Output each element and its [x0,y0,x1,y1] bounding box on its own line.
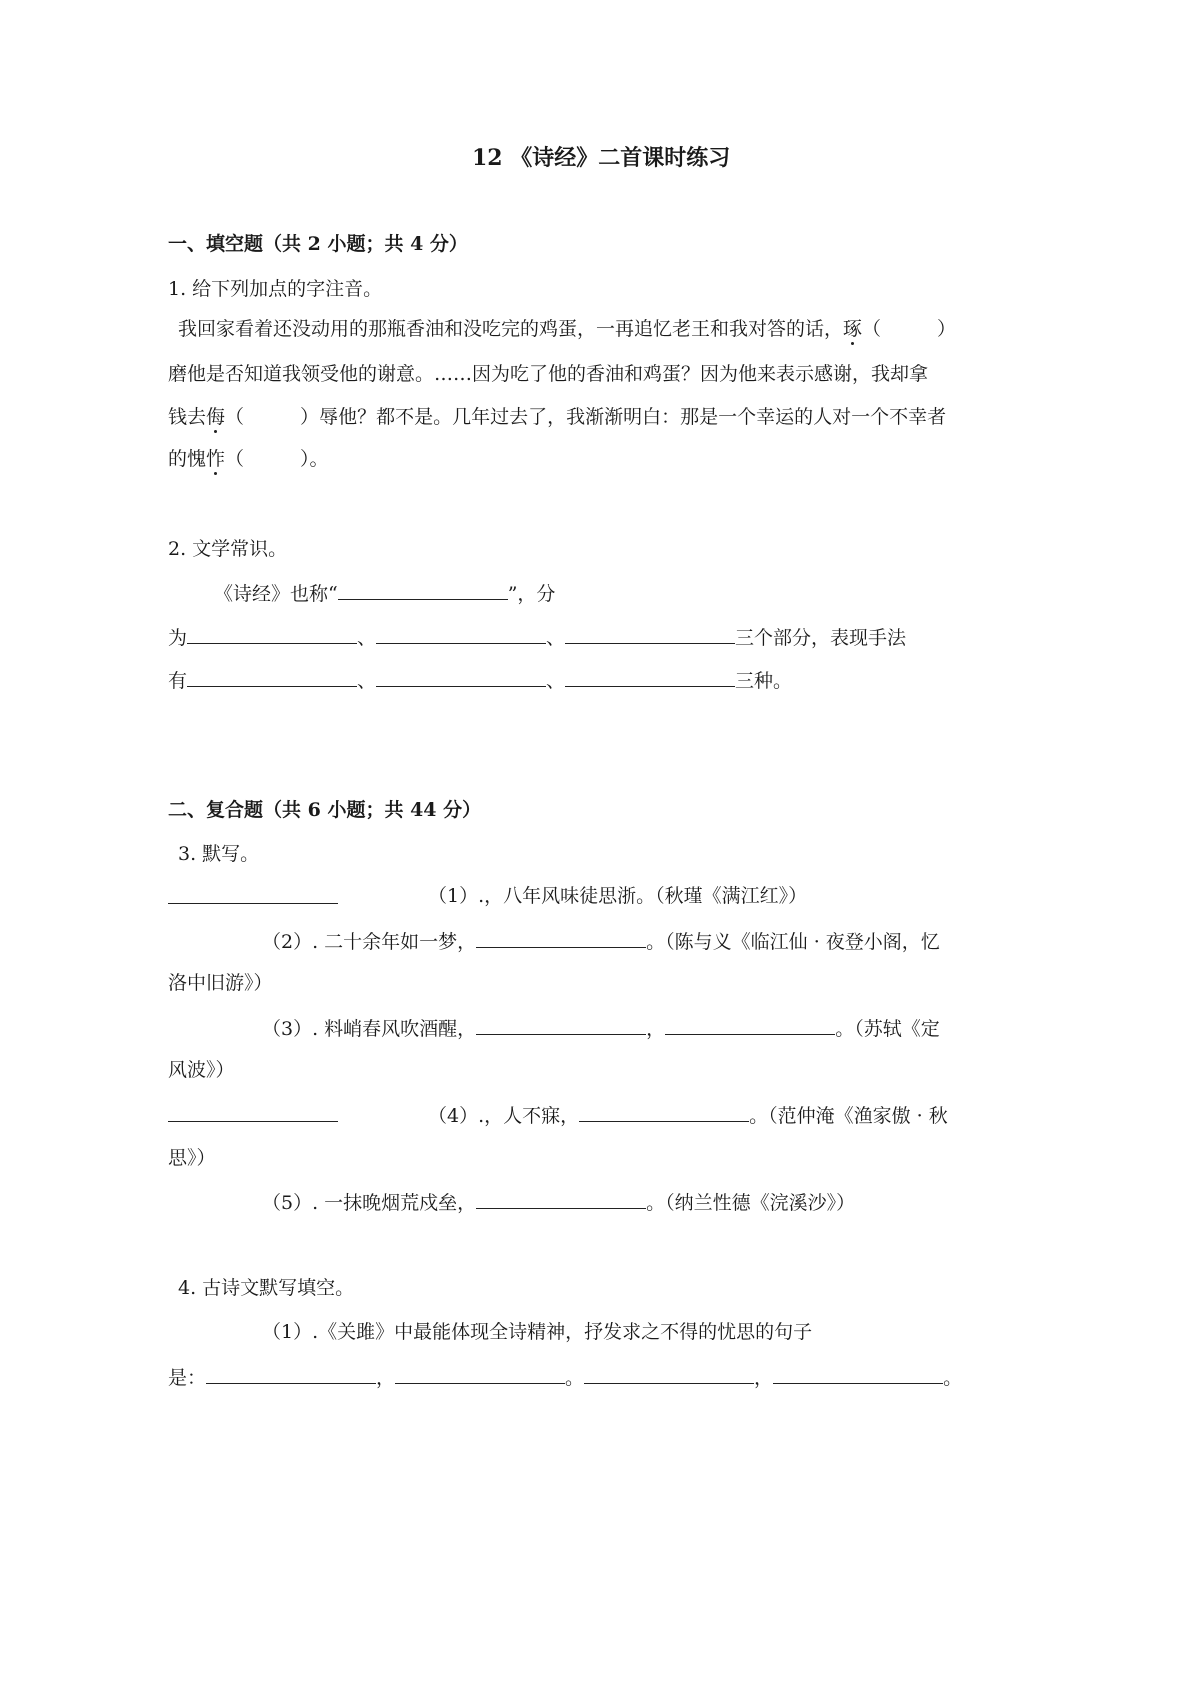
paren-close: ） [300,406,320,428]
question-4-item-1: （1）.《关雎》中最能体现全诗精神，抒发求之不得的忧思的句子 [262,1321,813,1343]
text: 。（陈与义《临江仙 · 夜登小阁，忆 [646,931,940,953]
question-2-line-1 [214,583,555,604]
question-2-line-3 [168,670,792,691]
separator: 。 [943,1367,963,1389]
text: 。（苏轼《定 [835,1018,940,1040]
passage-text: 辱他？都不是。几年过去了，我渐渐明白：那是一个幸运的人对一个不幸者 [319,406,947,428]
section-heading-composite: 二、复合题（共 6 小题；共 44 分） [168,799,482,821]
paren-close: ） [937,318,957,340]
section-heading-fill-in: 一、填空题（共 2 小题；共 4 分） [168,233,468,255]
question-1-line-4 [168,450,329,469]
question-1-line-3 [168,408,946,427]
dotted-char-zuo: 怍 [206,448,226,470]
passage-text: 钱去 [168,406,207,428]
separator: 、 [546,670,566,692]
paren-close: ）。 [300,448,329,470]
paren-open: （ [225,406,245,428]
separator: 、 [546,627,566,649]
separator: 。 [565,1367,585,1389]
text: 有 [168,670,188,692]
text: 为 [168,627,188,649]
text: 三个部分，表现手法 [735,627,907,649]
question-1-stem: 1. 给下列加点的字注音。 [168,278,383,300]
answer-blank[interactable] [168,1105,338,1122]
answer-blank[interactable] [187,627,357,644]
paren-open: （ [225,448,245,470]
answer-blank[interactable] [206,1367,376,1384]
separator: ， [376,1367,396,1389]
answer-blank[interactable] [476,1192,646,1209]
answer-blank[interactable] [187,670,357,687]
question-3-item-3-cont: 风波》） [168,1059,235,1081]
question-2-stem: 2. 文学常识。 [168,538,288,560]
text: 《诗经》也称“ [214,583,338,605]
separator: ， [754,1367,774,1389]
answer-blank[interactable] [565,670,735,687]
passage-text: 的愧 [168,448,207,470]
answer-blank[interactable] [773,1367,943,1384]
text: （2）. 二十余年如一梦， [262,931,477,953]
question-3-item-3 [262,1018,940,1039]
answer-blank[interactable] [376,627,546,644]
passage-text: 我回家看着还没动用的那瓶香油和没吃完的鸡蛋，一再追忆老王和我对答的话， [178,318,844,340]
question-3-item-2 [262,931,940,952]
answer-blank[interactable] [376,670,546,687]
question-3-stem: 3. 默写。 [178,843,260,865]
paren-open: （ [862,318,882,340]
answer-blank[interactable] [338,583,508,600]
dotted-char-wu: 侮 [206,406,226,428]
page-title: 12 《诗经》二首课时练习 [472,145,731,171]
text: （4）.，人不寐， [428,1105,580,1127]
question-1-line-2: 磨他是否知道我领受他的谢意。……因为吃了他的香油和鸡蛋？因为他来表示感谢，我却拿 [168,363,929,385]
separator: 、 [357,670,377,692]
answer-blank[interactable] [168,887,338,904]
answer-blank[interactable] [579,1105,749,1122]
text: 是： [168,1367,207,1389]
question-3-item-2-cont: 洛中旧游》） [168,972,273,994]
question-2-line-2 [168,627,906,648]
question-4-stem: 4. 古诗文默写填空。 [178,1277,355,1299]
answer-blank[interactable] [565,627,735,644]
answer-blank[interactable] [476,931,646,948]
text: 三种。 [735,670,793,692]
answer-blank[interactable] [584,1367,754,1384]
dotted-char-zhuo: 琢 [843,318,863,340]
question-3-item-1 [168,887,338,908]
separator: 、 [357,627,377,649]
text: （3）. 料峭春风吹酒醒， [262,1018,477,1040]
question-3-item-5 [262,1192,855,1213]
question-3-item-1-text: （1）.，八年风味徒思浙。（秋瑾《满江红》） [428,885,808,907]
question-3-item-4-blank [168,1105,338,1126]
question-3-item-4 [428,1105,948,1126]
answer-blank[interactable] [395,1367,565,1384]
question-3-item-4-cont: 思》） [168,1147,216,1169]
text: 。（纳兰性德《浣溪沙》） [646,1192,856,1214]
text: （5）. 一抹晚烟荒戍垒， [262,1192,477,1214]
text: ， [646,1018,666,1040]
text: ”，分 [507,583,556,605]
text: 。（范仲淹《渔家傲 · 秋 [749,1105,948,1127]
answer-blank[interactable] [476,1018,646,1035]
answer-blank[interactable] [665,1018,835,1035]
question-4-answer-line [168,1367,962,1388]
question-1-line-1 [178,320,956,339]
